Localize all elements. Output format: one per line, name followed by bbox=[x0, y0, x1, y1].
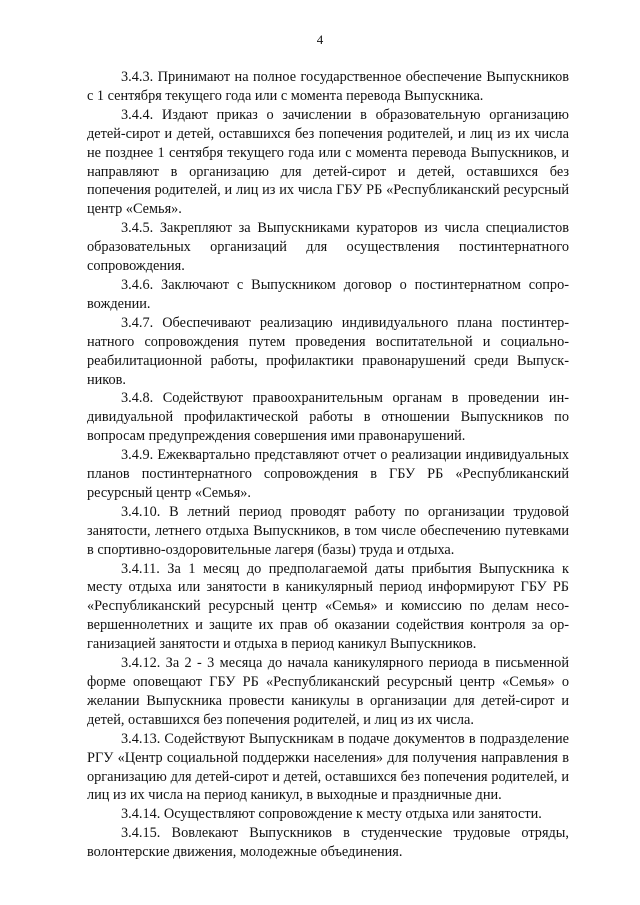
document-body bbox=[87, 68, 569, 862]
clause-3-4-5: 3.4.5. Закрепляют за Выпускниками кураторов из числа специалистов образовательных организаций для осуществления постинтернатного сопровождения. bbox=[87, 220, 569, 275]
clause-3-4-7: 3.4.7. Обеспечивают реализацию индивидуального плана постинтернатного сопровождения путем проведения воспитательной и социально-реабилитационной работы, профилактики правонарушений среди Выпускников. bbox=[87, 314, 569, 388]
clause-3-4-11: 3.4.11. За 1 месяц до предполагаемой даты прибытия Выпускника к месту отдыха или занятости в каникулярный период информируют ГБУ РБ «Республиканский ресурсный центр «Семья» и комиссию по делам несовершеннолетних и защите их прав об оказании содействия контроля за организацией занятости и отдыха в период каникул Выпускников. bbox=[87, 560, 569, 653]
clause-3-4-6: 3.4.6. Заключают с Выпускником договор о постинтернатном сопровождении. bbox=[87, 276, 569, 312]
clause-3-4-3: 3.4.3. Принимают на полное государственное обеспечение Выпускников с 1 сентября текущего года или с момента перевода Выпускника. bbox=[87, 69, 569, 104]
clause-3-4-12: 3.4.12. За 2 - 3 месяца до начала каникулярного периода в письменной форме оповещают ГБУ РБ «Республиканский ресурсный центр «Семья» о желании Выпускника провести каникулы в организации для детей-сирот и детей, оставшихся без попечения родителей, и лиц из их числа. bbox=[87, 655, 569, 728]
clause-3-4-10: 3.4.10. В летний период проводят работу по организации трудовой занятости, летнего отдыха Выпускников, в том числе обеспечению путевками в спортивно-оздоровительные лагеря (базы) труда и отдыха. bbox=[87, 503, 569, 558]
clause-3-4-8: 3.4.8. Содействуют правоохранительным органам в проведении индивидуальной профилактической работы в отношении Выпускников по вопросам предупреждения совершения ими правонарушений. bbox=[87, 390, 569, 445]
clause-3-4-13: 3.4.13. Содействуют Выпускникам в подаче документов в подразделение РГУ «Центр социальной поддержки населения» для получения направления в организацию для детей-сирот и детей, оставшихся без попечения родителей, и лиц из их числа на период каникул, в выходные и праздничные дни. bbox=[87, 730, 569, 804]
clause-3-4-4: 3.4.4. Издают приказ о зачислении в образовательную организацию детей-сирот и детей, оставшихся без попечения родителей, и лиц из их числа не позднее 1 сентября текущего года или с момента перевода Выпускников, и направляют в организацию для детей-сирот и детей, оставшихся без попечения родителей, и лиц из их числа ГБУ РБ «Республиканский ресурсный центр «Семья». bbox=[87, 106, 569, 218]
clause-3-4-14: 3.4.14. Осуществляют сопровождение к месту отдыха или занятости. bbox=[121, 806, 542, 823]
page-number: 4 bbox=[316, 32, 324, 47]
clause-3-4-15: 3.4.15. Вовлекают Выпускников в студенческие трудовые отряды, волонтерские движения, молодежные объединения. bbox=[87, 825, 569, 861]
clause-3-4-9: 3.4.9. Ежеквартально представляют отчет о реализации индивидуальных планов постинтернатного сопровождения в ГБУ РБ «Республиканский ресурсный центр «Семья». bbox=[87, 447, 569, 501]
